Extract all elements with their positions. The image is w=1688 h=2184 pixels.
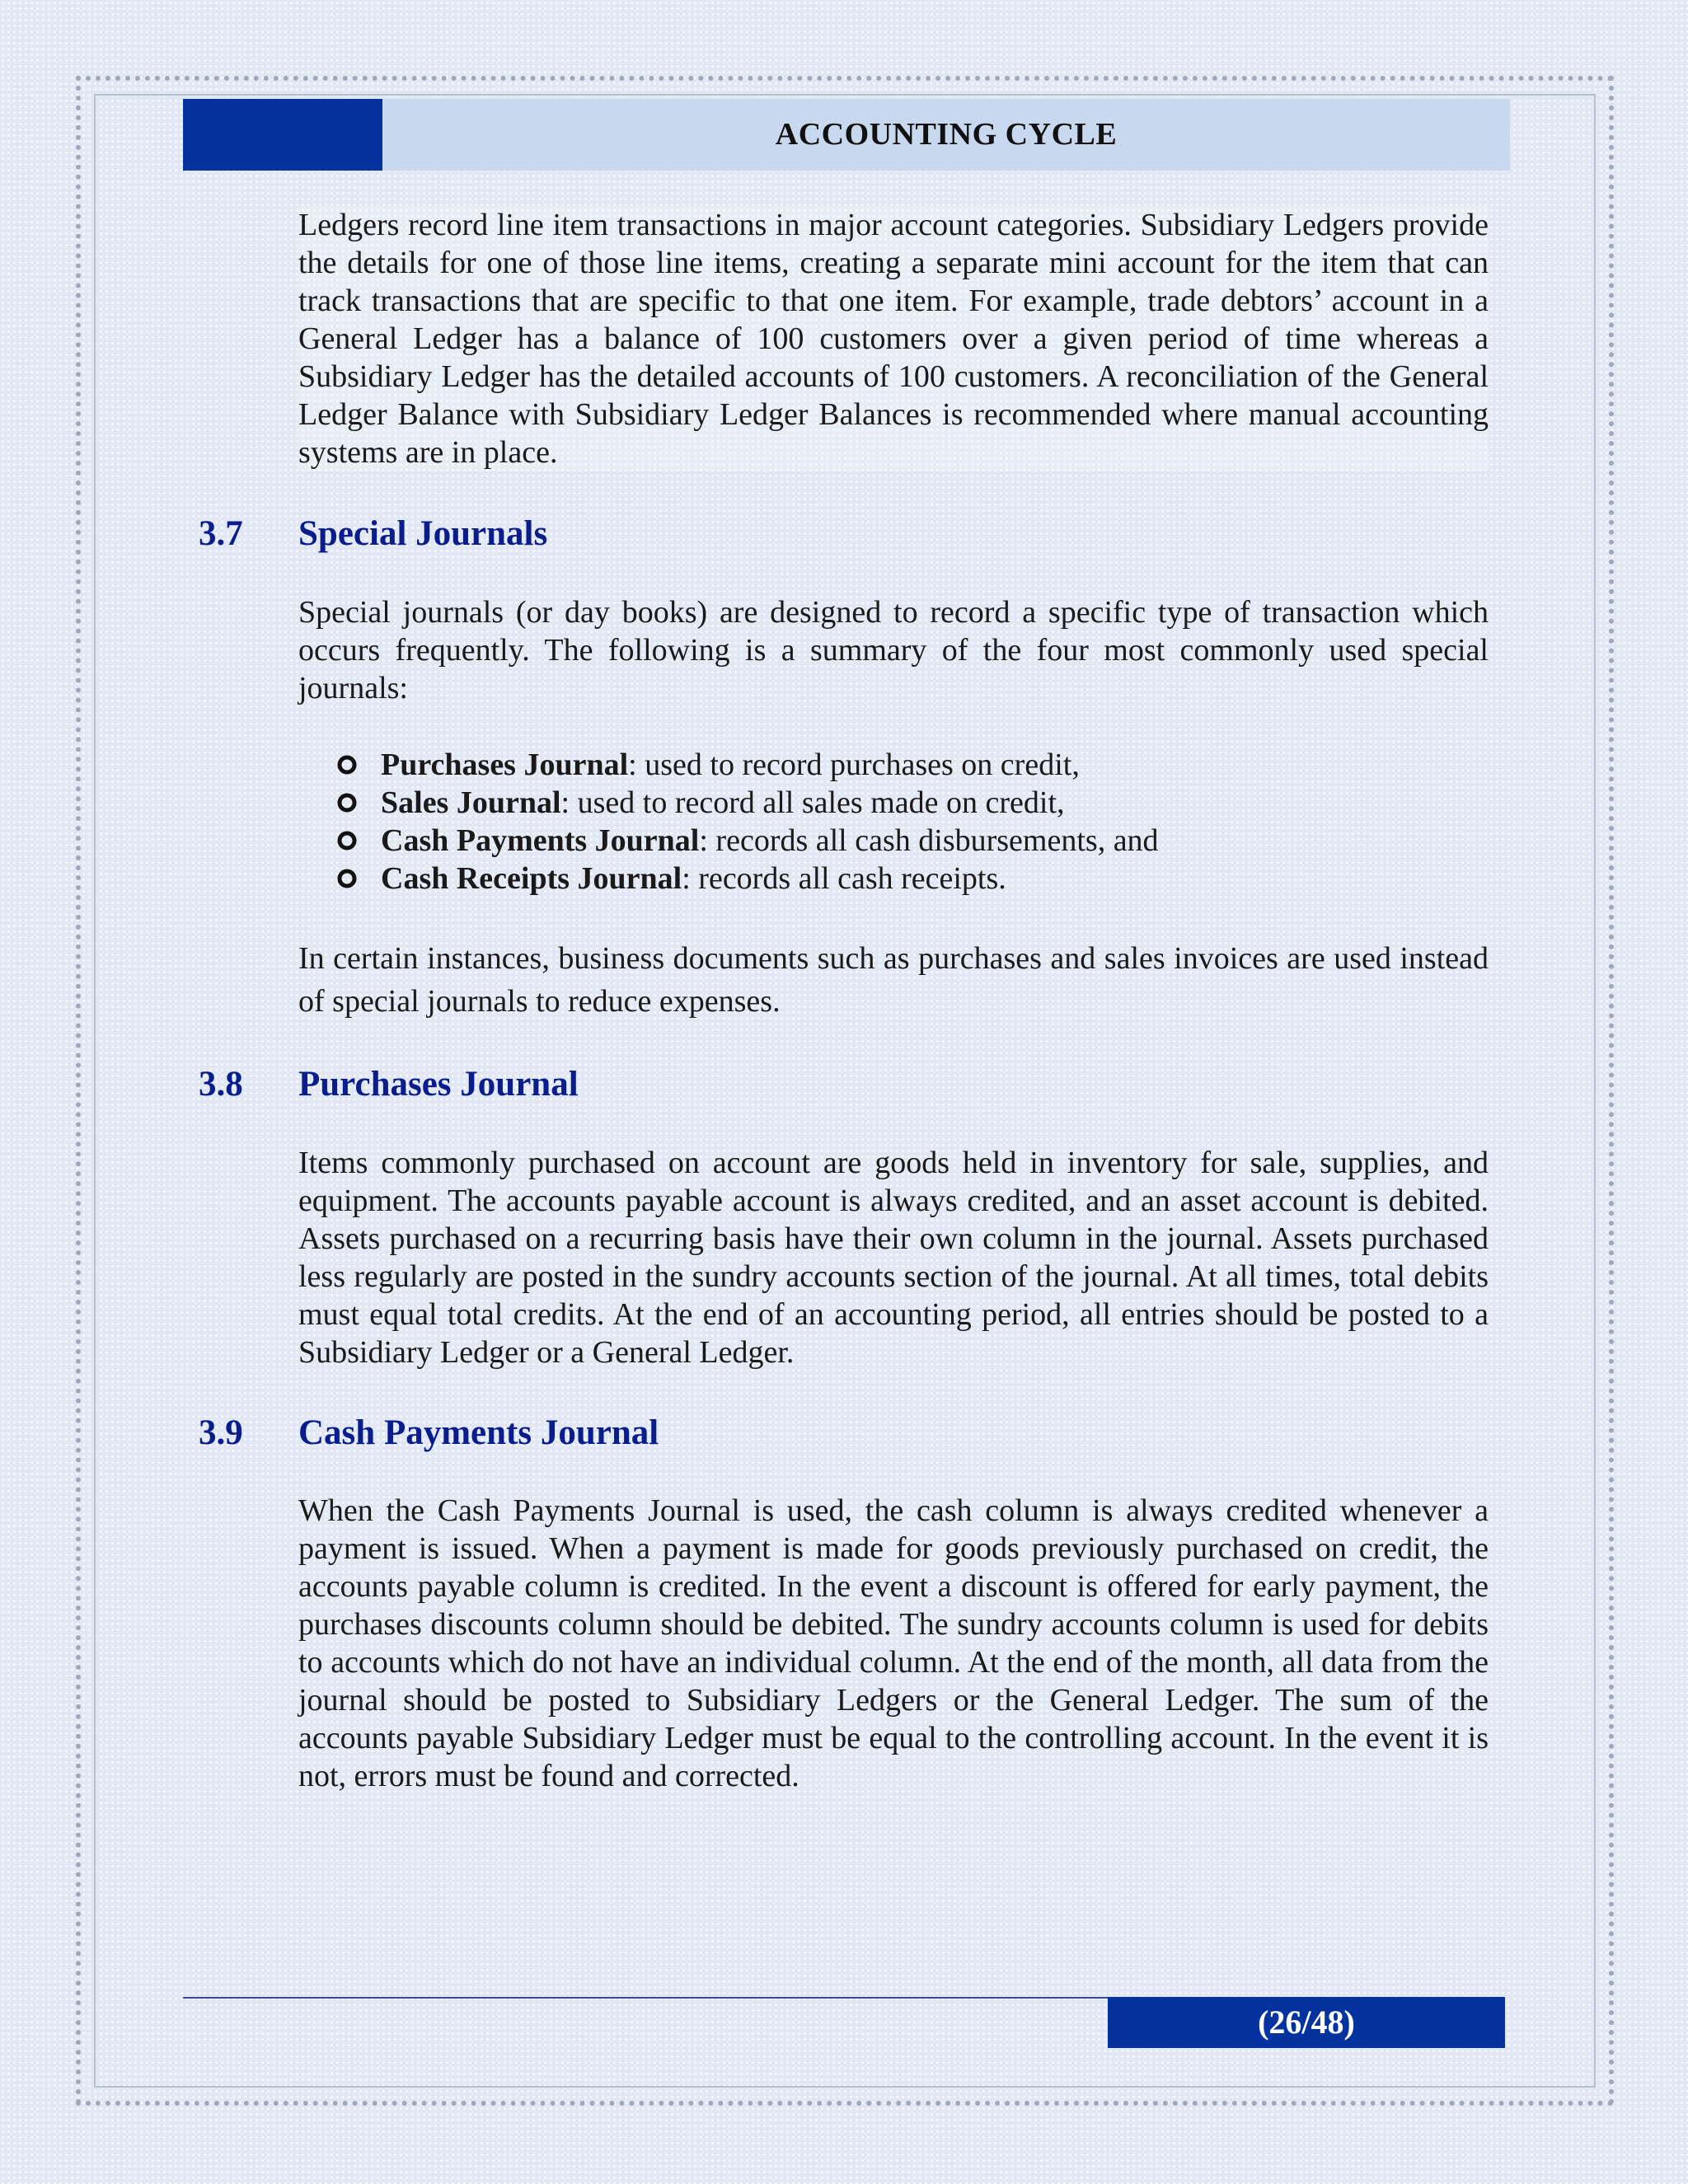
section-number: 3.8 bbox=[199, 1065, 243, 1104]
section-title: Cash Payments Journal bbox=[298, 1413, 659, 1452]
list-item-desc: : used to record all sales made on credit, bbox=[560, 785, 1065, 820]
list-item bbox=[336, 822, 1159, 860]
header-accent-block bbox=[183, 99, 382, 171]
journal-list bbox=[336, 746, 1159, 898]
section-paragraph: Items commonly purchased on account are goods held in inventory for sale, supplies, and equipment. The accounts payable account is always credited, and an asset account is debited. Assets purchased on a recurring basis have their own column in the journal. Assets purchased less regularly are posted in the sundry accounts section of the journal. At all times, total debits must equal total credits. At the end of an accounting period, all entries should be posted to a Subsidiary Ledger or a General Ledger. bbox=[298, 1146, 1489, 1370]
list-item bbox=[336, 746, 1159, 784]
ring-bullet-icon bbox=[336, 868, 358, 889]
ring-bullet-icon bbox=[336, 830, 358, 851]
ring-bullet-icon bbox=[336, 792, 358, 813]
ring-bullet-icon bbox=[336, 754, 358, 776]
section-title: Purchases Journal bbox=[298, 1065, 579, 1104]
footer-rule bbox=[183, 1997, 1108, 1999]
list-item bbox=[336, 860, 1159, 898]
list-item-term: Purchases Journal bbox=[381, 748, 629, 782]
list-item-term: Sales Journal bbox=[381, 785, 561, 820]
section-number: 3.9 bbox=[199, 1413, 243, 1452]
section-title: Special Journals bbox=[298, 514, 548, 553]
list-item-term: Cash Receipts Journal bbox=[381, 861, 682, 896]
page-number: (26/48) bbox=[1108, 1997, 1505, 2048]
section-paragraph: In certain instances, business documents such as purchases and sales invoices are used instead of special journals to reduce expenses. bbox=[298, 941, 1489, 1019]
section-paragraph: When the Cash Payments Journal is used, the cash column is always credited whenever a payment is issued. When a payment is made for goods previously purchased on credit, the accounts payable column is credited. In the event a discount is offered for early payment, the purchases discounts column should be debited. The sundry accounts column is used for debits to accounts which do not have an individual column. At the end of the month, all data from the journal should be posted to Subsidiary Ledgers or the General Ledger. The sum of the accounts payable Subsidiary Ledger must be equal to the controlling account. In the event it is not, errors must be found and corrected. bbox=[298, 1493, 1489, 1793]
section-number: 3.7 bbox=[199, 514, 243, 553]
list-item-desc: : used to record purchases on credit, bbox=[628, 748, 1080, 782]
page-header bbox=[183, 99, 1510, 171]
list-item-term: Cash Payments Journal bbox=[381, 823, 700, 858]
section-paragraph: Special journals (or day books) are designed to record a specific type of transaction which occurs frequently. The following is a summary of the four most commonly used special journals: bbox=[298, 595, 1489, 705]
list-item-desc: : records all cash receipts. bbox=[682, 861, 1006, 896]
header-title: ACCOUNTING CYCLE bbox=[775, 117, 1118, 152]
intro-paragraph: Ledgers record line item transactions in major account categories. Subsidiary Ledgers provide the details for one of those line items, creating a separate mini account for the item that can track transactions that are specific to that one item. For example, trade debtors’ account in a General Ledger has a balance of 100 customers over a given period of time whereas a Subsidiary Ledger has the detailed accounts of 100 customers. A reconciliation of the General Ledger Balance with Subsidiary Ledger Balances is recommended where manual accounting systems are in place. bbox=[298, 208, 1489, 470]
list-item bbox=[336, 784, 1159, 822]
list-item-desc: : records all cash disbursements, and bbox=[699, 823, 1159, 858]
